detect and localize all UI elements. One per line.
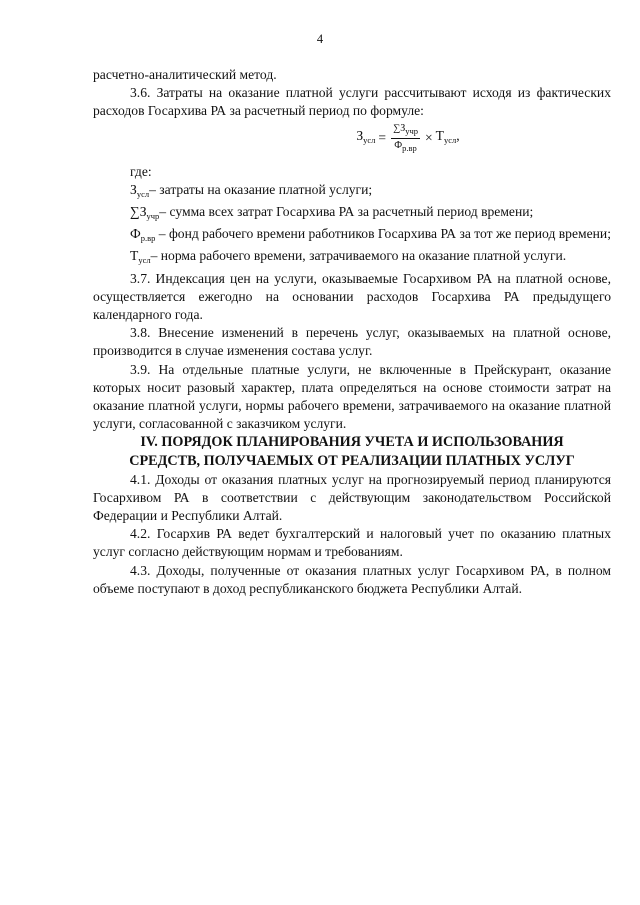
formula-equals: = bbox=[378, 130, 387, 145]
section-heading-line2: СРЕДСТВ, ПОЛУЧАЕМЫХ ОТ РЕАЛИЗАЦИИ ПЛАТНЫХ УСЛУГ bbox=[129, 453, 575, 470]
paragraph-4-2: 4.2. Госархив РА ведет бухгалтерский и налоговый учет по оказанию платных услуг согласно действующим нормам и требованиям. bbox=[93, 526, 611, 560]
formula-numerator: $\sum З_{учр}$ bbox=[391, 123, 420, 139]
formula-fraction bbox=[391, 123, 420, 154]
paragraph-3-8: 3.8. Внесение изменений в перечень услуг, оказываемых на платной основе, производится в случае изменения состава услуг. bbox=[93, 325, 611, 359]
definition-z-usl: $З_{усл}-$ затраты на оказание платной услуги; bbox=[130, 181, 373, 199]
paragraph-continuation: расчетно-аналитический метод. bbox=[93, 67, 277, 82]
cost-formula bbox=[149, 123, 640, 157]
formula-t-term: $Т_{усл}$, bbox=[435, 128, 460, 145]
formula-times: × bbox=[425, 130, 433, 145]
paragraph-4-1: 4.1. Доходы от оказания платных услуг на прогнозируемый период планируются Госархивом РА в соответствии с действующим законодательством Российской Федерации и Республики Алтай. bbox=[93, 471, 611, 524]
definition-sum-z-uchr: $\sum З_{учр}-$ сумма всех затрат Госархива РА за расчетный период времени; bbox=[130, 204, 534, 222]
paragraph-4-3: 4.3. Доходы, полученные от оказания платных услуг Госархивом РА, в полном объеме поступают в доход республиканского бюджета Республики Алтай. bbox=[93, 562, 611, 596]
formula-denominator: $Ф_{р.вр}$ bbox=[394, 139, 417, 153]
section-heading-line1: IV. ПОРЯДОК ПЛАНИРОВАНИЯ УЧЕТА И ИСПОЛЬЗОВАНИЯ bbox=[140, 434, 564, 451]
paragraph-3-9: 3.9. На отдельные платные услуги, не включенные в Прейскурант, оказание которых носит разовый характер, плата определяться на основе стоимости затрат на оказание платной услуги, нормы рабочего времени, затрачиваемого на оказание платной услуги, согласованной с заказчиком услуги. bbox=[93, 361, 611, 432]
definition-f-rvr: $Ф_{р.вр}$ – фонд рабочего времени работников Госархива РА за тот же период времени; bbox=[130, 226, 611, 244]
paragraph-3-7: 3.7. Индексация цен на услуги, оказываемые Госархивом РА на платной основе, осуществляется ежегодно на основании расходов Госархива РА предыдущего календарного года. bbox=[93, 270, 611, 323]
page-number: 4 bbox=[316, 32, 324, 46]
formula-lhs: $З_{усл}$ bbox=[356, 128, 376, 145]
document-body bbox=[93, 66, 611, 598]
where-label: где: bbox=[130, 163, 152, 179]
definition-t-usl: $Т_{усл}-$ норма рабочего времени, затрачиваемого на оказание платной услуги. bbox=[130, 248, 567, 266]
paragraph-3-6: 3.6. Затраты на оказание платной услуги рассчитывают исходя из фактических расходов Госархива РА за расчетный период по формуле: bbox=[93, 85, 611, 119]
